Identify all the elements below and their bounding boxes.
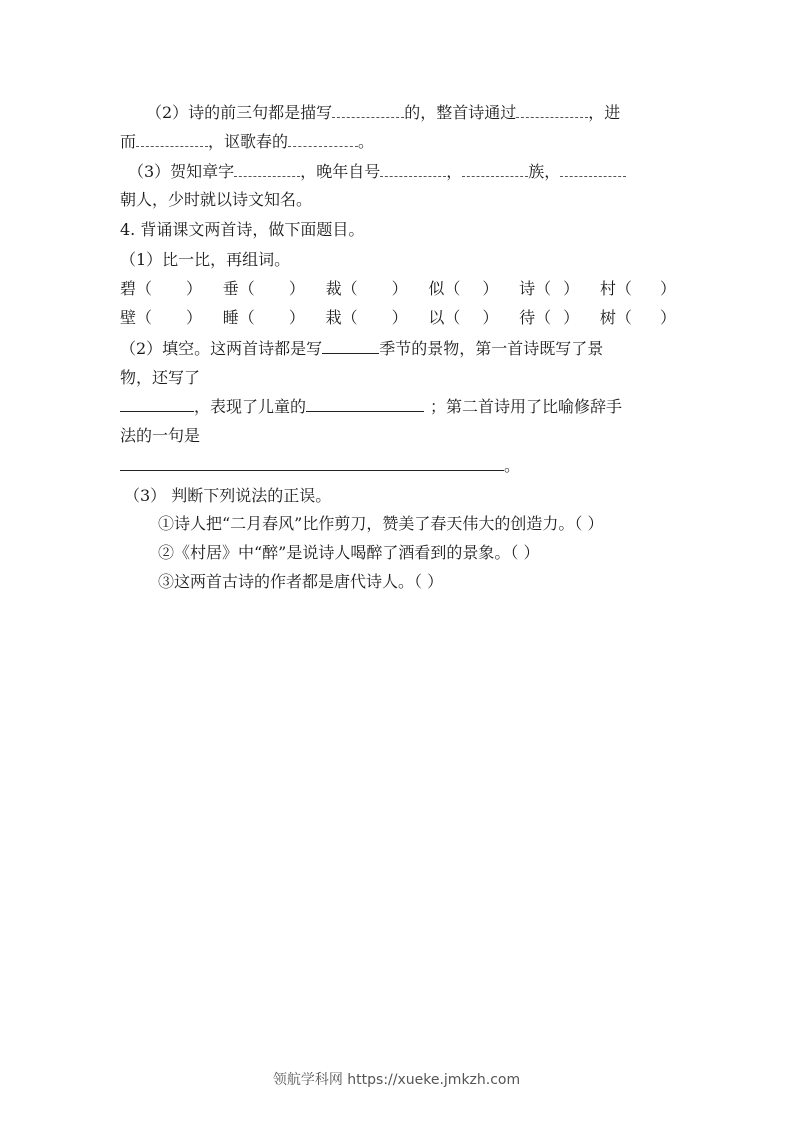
text: ，讴歌春的 [208, 132, 289, 151]
char: 睡 [222, 308, 239, 327]
q4-2-line5 [120, 455, 675, 477]
answer-blank[interactable] [516, 103, 588, 118]
q3-3-line2 [120, 189, 675, 211]
char: 壁 [120, 308, 137, 327]
char: 碧 [120, 279, 137, 298]
answer-blank[interactable] [322, 338, 379, 354]
q3-2-line2 [120, 131, 675, 153]
text: （1）比一比，再组词。 [120, 250, 291, 269]
paren: （ [615, 279, 632, 298]
paren: ） [659, 279, 676, 298]
word-pair[interactable] [326, 307, 408, 329]
q4-2-line2 [120, 367, 675, 389]
judge-item-1[interactable] [158, 513, 713, 535]
word-pair[interactable] [223, 278, 305, 300]
q4-2-line3 [120, 396, 675, 418]
paren: （ [341, 279, 358, 298]
word-pair[interactable] [428, 307, 498, 329]
char: 垂 [222, 279, 239, 298]
answer-blank[interactable] [306, 396, 424, 412]
text: （3） 判断下列说法的正误。 [124, 486, 332, 505]
q3-2-line1 [120, 102, 675, 124]
answer-blank[interactable] [120, 396, 194, 412]
text: 的，整首诗通过 [404, 103, 517, 122]
word-pair[interactable] [120, 307, 202, 329]
paren: （ [444, 279, 461, 298]
text: ①诗人把“二月春风”比作剪刀，赞美了春天伟大的创造力。（ ） [158, 514, 604, 533]
paren: ） [186, 279, 203, 298]
text: （3）贺知章字 [128, 162, 235, 181]
paren: ） [482, 308, 499, 327]
paren: （ [615, 308, 632, 327]
q4-3-label [120, 485, 675, 507]
text: 季节的景物，第一首诗既写了景 [379, 339, 604, 358]
text: ，晚年自号 [300, 162, 381, 181]
q4-title [120, 219, 675, 241]
char: 裁 [325, 279, 342, 298]
text: ，进 [588, 103, 621, 122]
paren: ） [563, 279, 580, 298]
paren: （ [444, 308, 461, 327]
question-title: 4. 背诵课文两首诗，做下面题目。 [120, 220, 365, 239]
text: ②《村居》中“醉”是说诗人喝醉了酒看到的景象。（ ） [158, 543, 540, 562]
text: 朝人，少时就以诗文知名。 [120, 190, 313, 209]
word-pair[interactable] [600, 307, 676, 329]
paren: （ [535, 308, 552, 327]
text: 。 [358, 132, 375, 151]
word-pair[interactable] [428, 278, 498, 300]
paren: （ [136, 308, 153, 327]
paren: （ [535, 279, 552, 298]
answer-blank[interactable] [332, 103, 404, 118]
footer-watermark: 领航学科网 https://xueke.jmkzh.com [272, 1072, 521, 1088]
paren: ） [482, 279, 499, 298]
word-pair[interactable] [519, 278, 579, 300]
text: 。 [504, 456, 521, 475]
compare-row-1 [120, 278, 676, 300]
paren: （ [341, 308, 358, 327]
paren: ） [288, 308, 305, 327]
q3-3-line1 [120, 161, 675, 183]
answer-blank[interactable] [462, 162, 528, 177]
char: 树 [599, 308, 616, 327]
q4-2-line4 [120, 425, 675, 447]
char: 似 [428, 279, 445, 298]
text: ③这两首古诗的作者都是唐代诗人。（ ） [158, 572, 444, 591]
answer-blank-long[interactable] [120, 455, 504, 471]
word-pair[interactable] [120, 278, 202, 300]
word-pair[interactable] [326, 278, 408, 300]
char: 以 [428, 308, 445, 327]
answer-blank[interactable] [560, 162, 626, 177]
text: 物，还写了 [120, 368, 201, 387]
char: 诗 [519, 279, 536, 298]
paren: （ [238, 308, 255, 327]
paren: ） [391, 308, 408, 327]
text: ；第二首诗用了比喻修辞手 [430, 397, 623, 416]
paren: ） [391, 279, 408, 298]
answer-blank[interactable] [380, 162, 446, 177]
text: 法的一句是 [120, 426, 201, 445]
word-pair[interactable] [223, 307, 305, 329]
text: 族， [528, 162, 561, 181]
paren: ） [288, 279, 305, 298]
word-pair[interactable] [600, 278, 676, 300]
text: ，表现了儿童的 [194, 397, 307, 416]
text: （2）填空。这两首诗都是写 [120, 339, 323, 358]
char: 栽 [325, 308, 342, 327]
text: （2）诗的前三句都是描写 [146, 103, 333, 122]
paren: （ [238, 279, 255, 298]
char: 待 [519, 308, 536, 327]
q4-1-label [120, 249, 675, 271]
paren: （ [136, 279, 153, 298]
judge-item-2[interactable] [158, 542, 713, 564]
judge-item-3[interactable] [158, 571, 713, 593]
answer-blank[interactable] [288, 132, 358, 147]
word-pair[interactable] [519, 307, 579, 329]
compare-row-2 [120, 307, 676, 329]
answer-blank[interactable] [136, 132, 208, 147]
char: 村 [599, 279, 616, 298]
paren: ） [563, 308, 580, 327]
text: 而 [120, 132, 137, 151]
text: ， [446, 162, 463, 181]
answer-blank[interactable] [234, 162, 300, 177]
paren: ） [186, 308, 203, 327]
q4-2-line1 [120, 338, 675, 360]
paren: ） [659, 308, 676, 327]
